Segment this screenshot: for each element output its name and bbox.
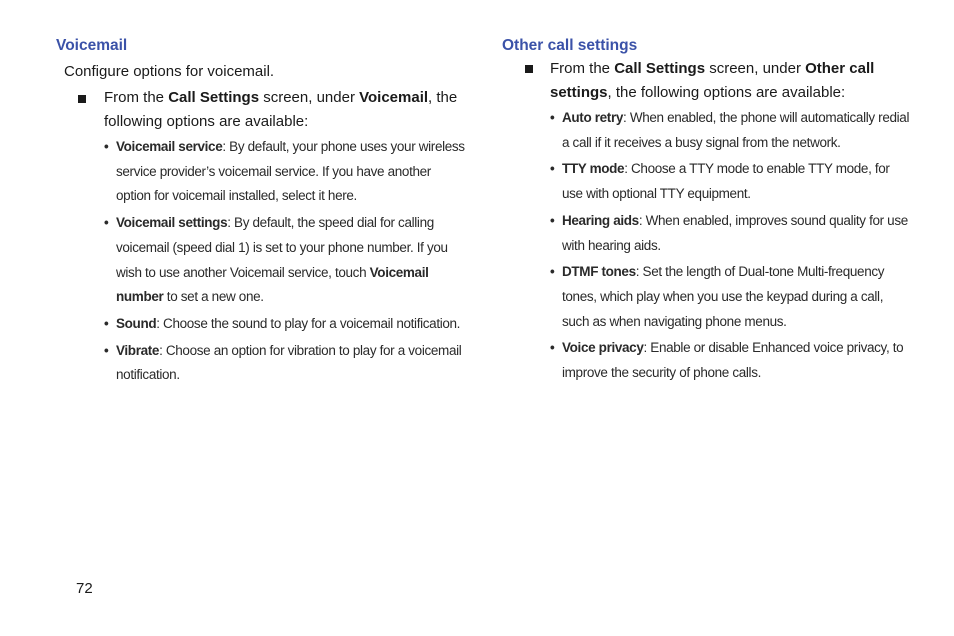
list-item-voicemail-settings: [56, 211, 466, 310]
step-bold-call-settings: Call Settings: [614, 60, 706, 77]
list-item-voicemail-service: [56, 135, 466, 209]
option-description: to set a new one.: [163, 289, 264, 305]
other-call-settings-step: [502, 57, 912, 105]
step-bold-voicemail: Voicemail: [359, 89, 429, 106]
option-term: Voice privacy: [562, 340, 644, 356]
section-heading-other-call-settings: Other call settings: [502, 37, 638, 54]
option-description: : Choose the sound to play for a voicemail notification.: [156, 315, 461, 331]
option-term: Voicemail settings: [116, 215, 228, 231]
voicemail-step: [56, 86, 466, 134]
step-text: From the: [104, 89, 169, 106]
bullet-dot-icon: •: [550, 161, 555, 177]
voicemail-section: [56, 36, 466, 390]
list-item-tty-mode: [502, 157, 912, 206]
bullet-dot-icon: •: [104, 315, 109, 331]
step-text: screen, under: [259, 89, 360, 106]
list-item-sound: [56, 312, 466, 337]
step-text: , the following options are available:: [607, 84, 846, 101]
bullet-dot-icon: •: [104, 342, 109, 358]
option-term: Sound: [116, 315, 157, 331]
option-term-voicemail-number: Voicemail number: [116, 264, 429, 305]
option-description: : By default, the speed dial for calling voicemail (speed dial 1) is set to your phone number. If you wish to use another Voicemail service, touch: [116, 215, 448, 280]
step-text: screen, under: [705, 60, 806, 77]
bullet-dot-icon: •: [550, 340, 555, 356]
option-description: : Enable or disable Enhanced voice privacy, to improve the security of phone calls.: [562, 340, 904, 381]
bullet-dot-icon: •: [104, 139, 109, 154]
option-term: Voicemail service: [116, 139, 223, 154]
step-text: , the following options are available:: [104, 89, 458, 130]
section-heading-voicemail: Voicemail: [56, 37, 128, 54]
list-item-vibrate: [56, 339, 466, 388]
option-description: : By default, your phone uses your wireless service provider’s voicemail service. If you have another option for voicemail installed, select it here.: [116, 139, 465, 204]
page-number: 72: [76, 580, 93, 597]
list-item-voice-privacy: [502, 336, 912, 385]
other-call-settings-list: [502, 106, 912, 386]
bullet-dot-icon: •: [550, 264, 555, 280]
list-item-auto-retry: [502, 106, 912, 155]
option-description: : Set the length of Dual-tone Multi-frequency tones, which play when you use the keypad during a call, such as when navigating phone menus.: [562, 264, 885, 329]
option-description: : Choose an option for vibration to play for a voicemail notification.: [116, 342, 462, 383]
step-bold-call-settings: Call Settings: [168, 89, 260, 106]
option-description: : Choose a TTY mode to enable TTY mode, for use with optional TTY equipment.: [562, 161, 890, 202]
other-call-settings-section: [502, 36, 912, 388]
square-bullet-icon: [525, 65, 533, 73]
option-description: : When enabled, the phone will automatically redial a call if it receives a busy signal from the network.: [562, 110, 910, 150]
option-term: DTMF tones: [562, 264, 636, 280]
option-description: : When enabled, improves sound quality for use with hearing aids.: [562, 212, 908, 253]
list-item-hearing-aids: [502, 209, 912, 258]
list-item-dtmf-tones: [502, 260, 912, 334]
option-term: TTY mode: [562, 161, 625, 177]
step-text: From the: [550, 60, 615, 77]
option-term: Hearing aids: [562, 212, 639, 228]
voicemail-intro: Configure options for voicemail.: [64, 63, 275, 80]
voicemail-options-list: [56, 135, 466, 388]
bullet-dot-icon: •: [550, 110, 555, 125]
square-bullet-icon: [78, 95, 86, 103]
bullet-dot-icon: •: [550, 212, 555, 228]
bullet-dot-icon: •: [104, 215, 109, 231]
option-term: Auto retry: [562, 110, 624, 125]
option-term: Vibrate: [116, 342, 160, 358]
step-bold-other-call-settings: Other call settings: [550, 60, 875, 101]
